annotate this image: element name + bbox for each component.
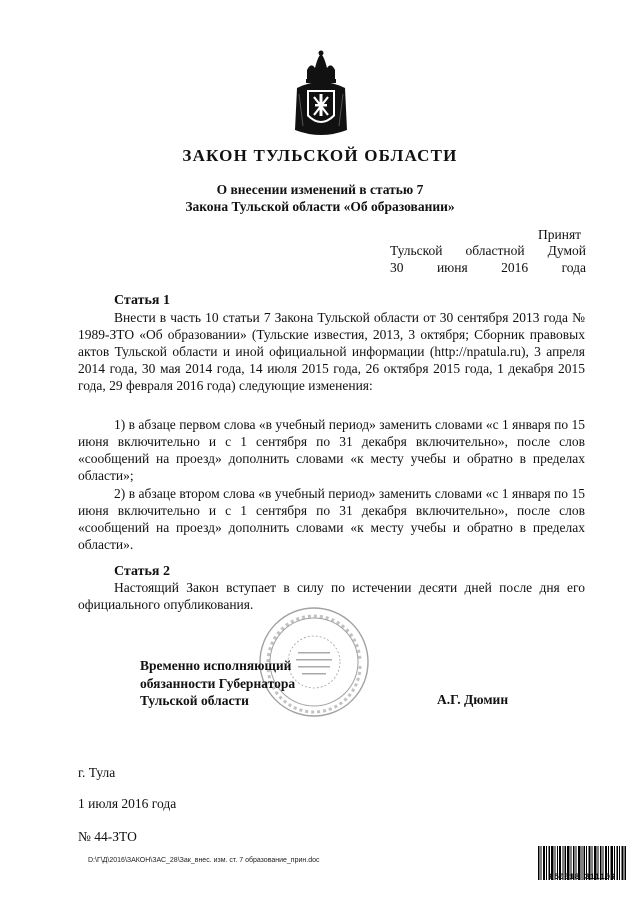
signatory-name: А.Г. Дюмин	[437, 692, 509, 707]
accepted-date-word: 2016	[501, 260, 529, 275]
article-1-heading: Статья 1	[114, 293, 170, 308]
accepted-date-word: июня	[436, 260, 468, 275]
article-1-paragraph: Внести в часть 10 статьи 7 Закона Тульской области от 30 сентября 2013 года № 1989-ЗТО «Об образовании» (Тульские известия, 2013, 3 октября; Сборник правовых актов Тульской области и иной официальной информации (http://npatula.ru), 3 апреля 2014 года, 30 мая 2014 года, 14 июля 2015 года, 26 октября 2015 года, 1 декабря 2015 года, 29 февраля 2016 года) следующие изменения:	[78, 310, 585, 394]
article-2-heading: Статья 2	[114, 564, 170, 579]
file-path: D:\Г\Д\2016\ЗАКОН\ЗАС_28\Зак_внес. изм. ст. 7 образование_прин.doc	[88, 857, 320, 864]
law-subtitle-line1: О внесении изменений в статью 7	[216, 182, 424, 197]
place-of-signing: г. Тула	[78, 765, 116, 780]
accepted-label: Принят	[538, 227, 582, 242]
article-1-item-2: 2) в абзаце втором слова «в учебный период» заменить словами «с 1 января по 15 июня включительно и с 1 сентября по 31 декабря включительно», после слов «сообщений на проезд» дополнить словами «к месту учебы и обратно в пределах области».	[78, 486, 585, 553]
accepted-by-word: областной	[465, 243, 525, 258]
accepted-date	[390, 260, 586, 276]
signing-date: 1 июля 2016 года	[78, 796, 177, 811]
barcode-number: 650618 311106	[548, 872, 616, 882]
article-1-item-1: 1) в абзаце первом слова «в учебный период» заменить словами «с 1 января по 15 июня включительно и с 1 сентября по 31 декабря включительно», после слов «сообщений на проезд» дополнить словами «к месту учебы и обратно в пределах области»;	[78, 417, 585, 484]
tula-coat-of-arms-icon	[293, 50, 349, 140]
accepted-by-word: Думой	[547, 243, 586, 258]
signatory-line: Временно исполняющий	[140, 658, 292, 673]
signatory-line: Тульской области	[140, 693, 249, 708]
signatory-position	[140, 657, 295, 710]
article-2-paragraph: Настоящий Закон вступает в силу по истечении десяти дней после дня его официального опубликования.	[78, 580, 585, 613]
law-number: № 44-ЗТО	[78, 829, 137, 844]
accepted-by-word: Тульской	[390, 243, 443, 258]
accepted-date-word: 30	[390, 260, 404, 275]
accepted-date-word: года	[561, 260, 586, 275]
law-title: ЗАКОН ТУЛЬСКОЙ ОБЛАСТИ	[182, 146, 458, 165]
accepted-by	[390, 243, 586, 259]
signatory-line: обязанности Губернатора	[140, 675, 296, 691]
law-subtitle-line2: Закона Тульской области «Об образовании»	[185, 199, 455, 214]
